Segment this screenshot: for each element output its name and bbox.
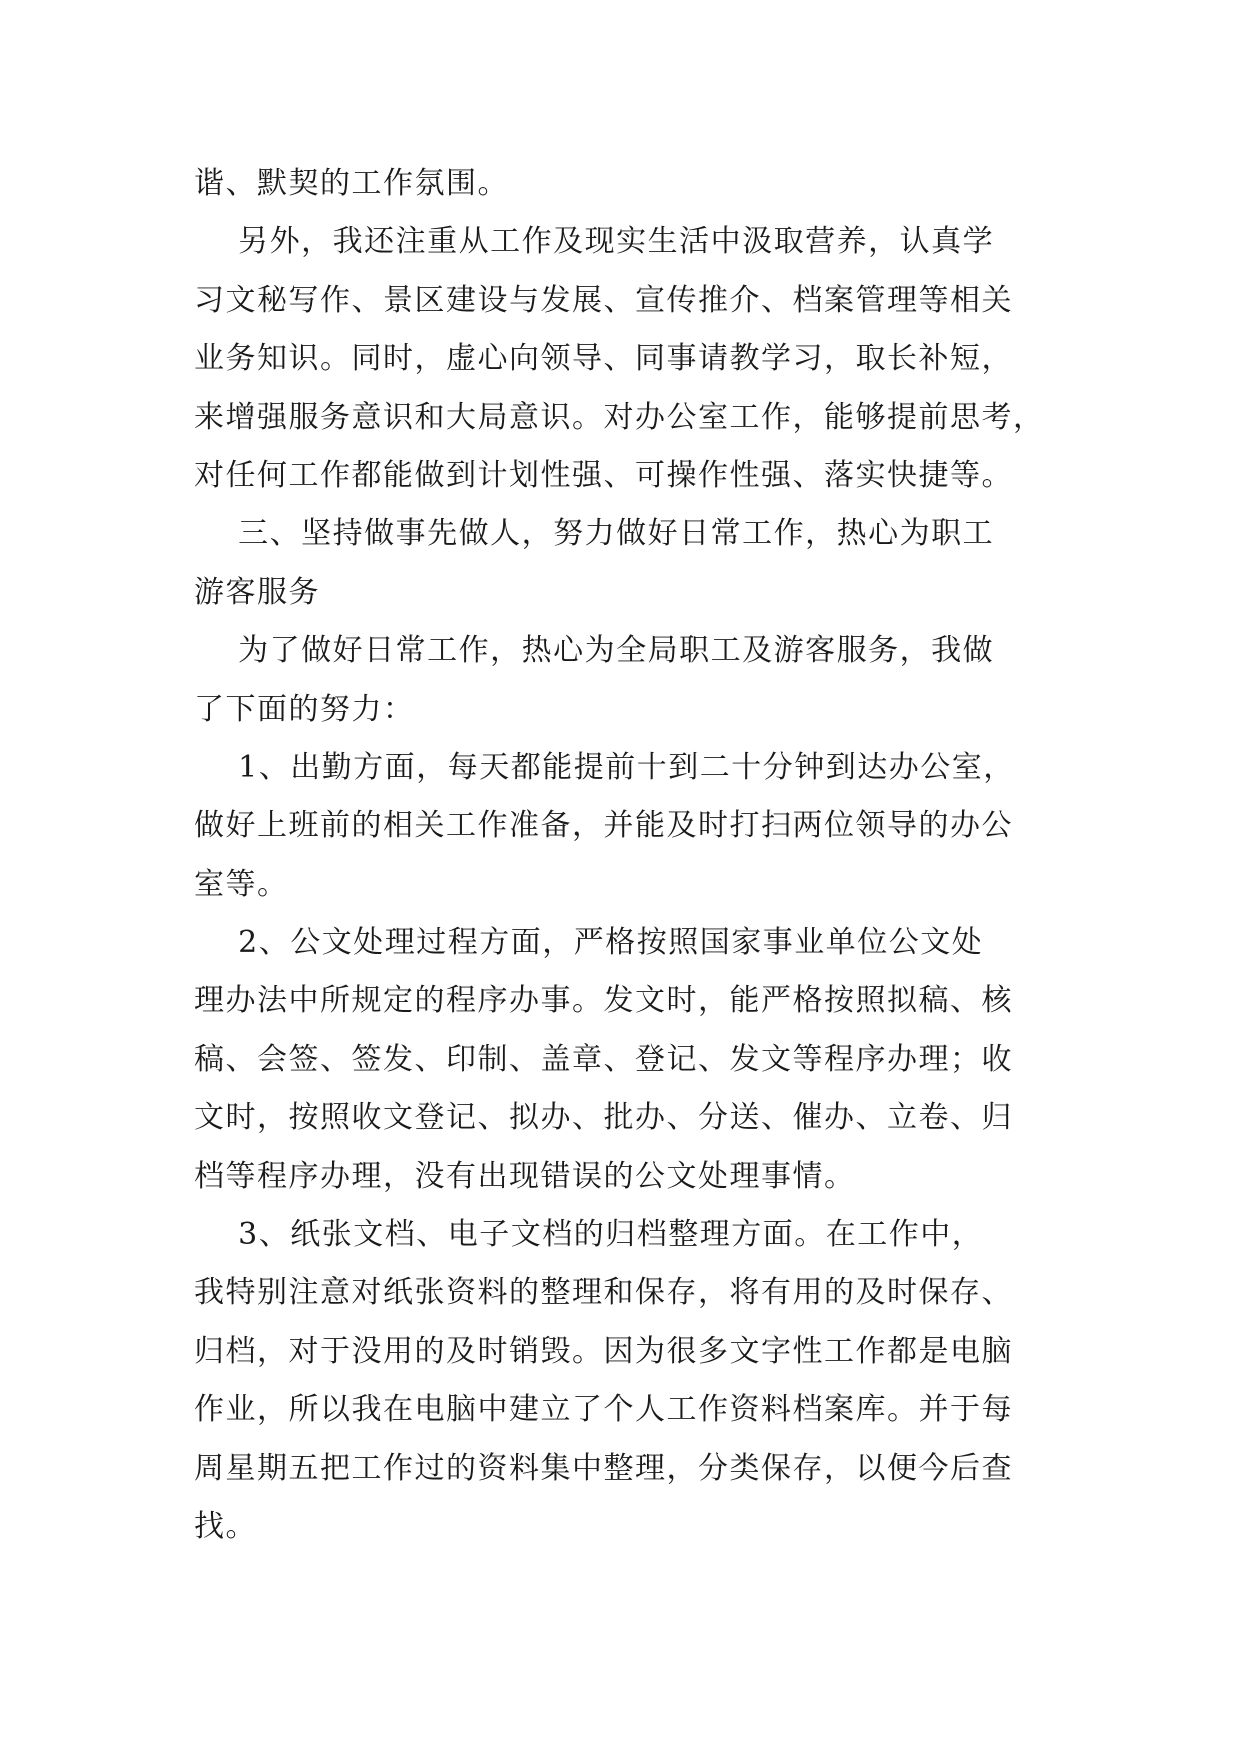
text-line: 游客服务 <box>194 574 320 610</box>
text-line: 谐、默契的工作氛围。 <box>194 166 509 201</box>
text-line: 另外，我还注重从工作及现实生活中汲取营养，认真学 <box>194 224 995 260</box>
text-line: 周星期五把工作过的资料集中整理，分类保存，以便今后查 <box>194 1450 1013 1486</box>
text-line: 作业，所以我在电脑中建立了个人工作资料档案库。并于每 <box>194 1392 1013 1428</box>
text-line: 了下面的努力： <box>194 691 415 727</box>
text-line: 1、出勤方面，每天都能提前十到二十分钟到达办公室， <box>194 749 1015 785</box>
text-line: 为了做好日常工作，热心为全局职工及游客服务，我做 <box>194 633 995 669</box>
text-line: 业务知识。同时，虚心向领导、同事请教学习，取长补短， <box>194 341 1013 377</box>
text-line: 文时，按照收文登记、拟办、批办、分送、催办、立卷、归 <box>194 1100 1013 1136</box>
text-line: 习文秘写作、景区建设与发展、宣传推介、档案管理等相关 <box>194 282 1013 318</box>
text-line: 做好上班前的相关工作准备，并能及时打扫两位领导的办公 <box>194 808 1013 844</box>
text-line: 2、公文处理过程方面，严格按照国家事业单位公文处 <box>194 925 984 961</box>
body-text <box>194 155 1074 1556</box>
text-line: 档等程序办理，没有出现错误的公文处理事情。 <box>194 1158 856 1194</box>
text-line: 归档，对于没用的及时销毁。因为很多文字性工作都是电脑 <box>194 1333 1013 1369</box>
text-line: 稿、会签、签发、印制、盖章、登记、发文等程序办理；收 <box>194 1041 1013 1077</box>
text-line: 来增强服务意识和大局意识。对办公室工作，能够提前思考， <box>194 399 1045 435</box>
text-line: 室等。 <box>194 866 289 902</box>
text-line: 3、纸张文档、电子文档的归档整理方面。在工作中， <box>194 1217 984 1253</box>
text-line: 对任何工作都能做到计划性强、可操作性强、落实快捷等。 <box>194 457 1013 493</box>
text-line: 三、坚持做事先做人，努力做好日常工作，热心为职工 <box>194 516 995 552</box>
text-line: 我特别注意对纸张资料的整理和保存，将有用的及时保存、 <box>194 1275 1013 1311</box>
text-line: 理办法中所规定的程序办事。发文时，能严格按照拟稿、核 <box>194 983 1013 1019</box>
text-line: 找。 <box>194 1508 257 1544</box>
